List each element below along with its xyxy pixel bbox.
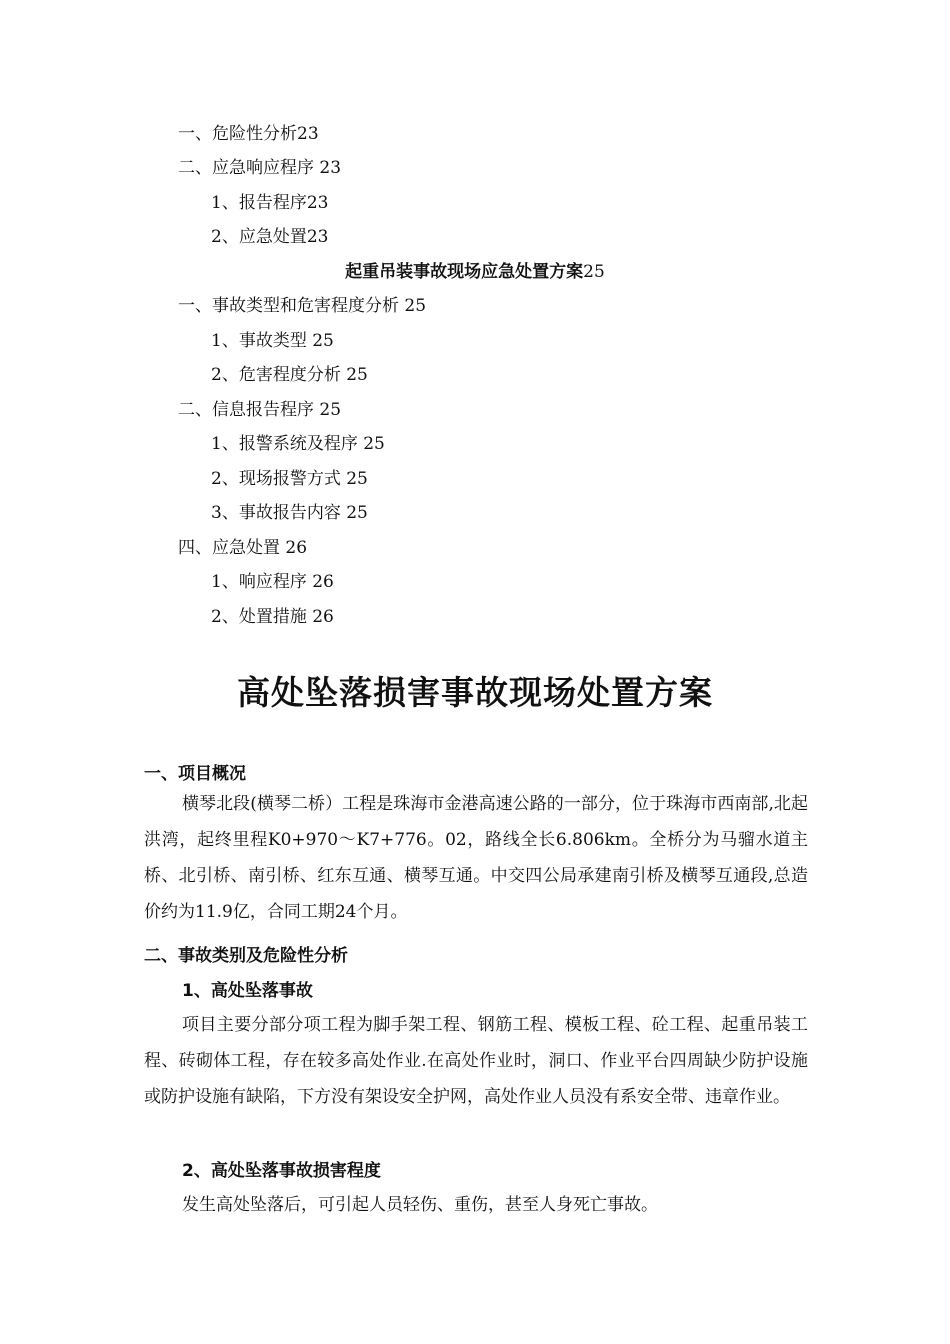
document-title: 高处坠落损害事故现场处置方案: [237, 673, 713, 712]
subheading-fall-injury-degree: 2、高处坠落事故损害程度: [182, 1161, 381, 1181]
toc-item[interactable]: 1、响应程序 26: [211, 572, 334, 592]
toc-item[interactable]: 二、应急响应程序 23: [178, 158, 342, 178]
toc-item[interactable]: 3、事故报告内容 25: [211, 503, 368, 523]
toc-item[interactable]: 1、事故类型 25: [211, 331, 334, 351]
section-heading-accident-analysis: 二、事故类别及危险性分析: [144, 946, 348, 966]
toc-item[interactable]: 二、信息报告程序 25: [178, 400, 342, 420]
toc-item[interactable]: 2、处置措施 26: [211, 607, 334, 627]
toc-chapter-item[interactable]: [0, 260, 950, 284]
toc-item[interactable]: 四、应急处置 26: [178, 538, 308, 558]
toc-chapter-title: 起重吊装事故现场应急处置方案: [345, 262, 584, 282]
toc-item[interactable]: 2、应急处置23: [211, 227, 329, 247]
project-overview-paragraph: 横琴北段(横琴二桥）工程是珠海市金港高速公路的一部分，位于珠海市西南部,北起洪湾，起终里程K0+970～K7+776。02，路线全长6.806km。全桥分为马骝水道主桥、北引桥、南引桥、红东互通、横琴互通。中交四公局承建南引桥及横琴互通段,总造价约为11.9亿，合同工期24个月。: [144, 794, 808, 922]
toc-item[interactable]: 2、危害程度分析 25: [211, 365, 368, 385]
subheading-fall-accident: 1、高处坠落事故: [182, 981, 313, 1001]
toc-item[interactable]: 2、现场报警方式 25: [211, 469, 368, 489]
toc-item[interactable]: 1、报警系统及程序 25: [211, 434, 385, 454]
fall-injury-paragraph: 发生高处坠落后，可引起人员轻伤、重伤，甚至人身死亡事故。: [182, 1195, 658, 1215]
fall-accident-paragraph: 项目主要分部分项工程为脚手架工程、钢筋工程、模板工程、砼工程、起重吊装工程、砖砌体工程，存在较多高处作业.在高处作业时，洞口、作业平台四周缺少防护设施或防护设施有缺陷，下方没有架设安全护网，高处作业人员没有系安全带、违章作业。: [144, 1015, 808, 1107]
section-heading-project-overview: 一、项目概况: [144, 764, 246, 784]
toc-chapter-page: 25: [583, 262, 605, 282]
toc-item[interactable]: 1、报告程序23: [211, 193, 329, 213]
toc-item[interactable]: 一、事故类型和危害程度分析 25: [178, 296, 427, 316]
toc-item[interactable]: 一、危险性分析23: [178, 124, 319, 144]
